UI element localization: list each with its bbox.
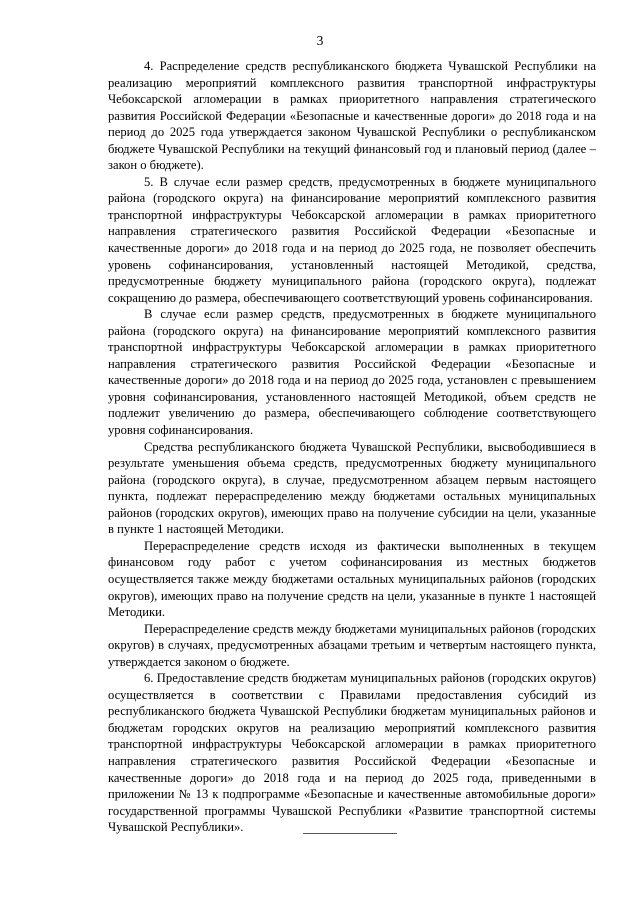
paragraph-4: 4. Распределение средств республиканского бюджета Чувашской Республики на реализацию мероприятий комплексного развития транспортной инфраструктуры Чебоксарской агломерации в рамках приоритетного направления стратегического развития Российской Федерации «Безопасные и качественные дороги» до 2018 года и на период до 2025 года утверждается законом Чувашской Республики о республиканском бюджете Чувашской Республики на текущий финансовый год и плановый период (далее – закон о бюджете).: [108, 59, 596, 173]
document-body: [108, 58, 596, 836]
paragraph-5: 5. В случае если размер средств, предусмотренных в бюджете муниципального района (городского округа) на финансирование мероприятий комплексного развития транспортной инфраструктуры Чебоксарской агломерации в рамках приоритетного направления стратегического развития Российской Федерации «Безопасные и качественные дороги» до 2018 года и на период до 2025 года, не позволяет обеспечить уровень софинансирования, установленный настоящей Методикой, средства, предусмотренные бюджету муниципального района (городского округа), подлежат сокращению до размера, обеспечивающего соответствующий уровень софинансирования.: [108, 174, 596, 305]
paragraph-5-4: Перераспределение средств исходя из фактически выполненных в текущем финансовом году работ с учетом софинансирования из местных бюджетов осуществляется также между бюджетами остальных муниципальных районов (городских округов), имеющих право на получение средств на цели, указанные в пункте 1 настоящей Методики.: [108, 538, 596, 620]
paragraph-5-5: Перераспределение средств между бюджетами муниципальных районов (городских округов) в случаях, предусмотренных абзацами третьим и четвертым настоящего пункта, утверждается законом о бюджете.: [108, 621, 596, 669]
paragraph-5-2: В случае если размер средств, предусмотренных в бюджете муниципального района (городского округа) на финансирование мероприятий комплексного развития транспортной инфраструктуры Чебоксарской агломерации в рамках приоритетного направления стратегического развития Российской Федерации «Безопасные и качественные дороги» до 2018 года и на период до 2025 года, установлен с превышением уровня софинансирования, установленного настоящей Методикой, объем средств не подлежит увеличению до размера, обеспечивающего соблюдение соответствующего уровня софинансирования.: [108, 307, 596, 438]
paragraph-5-3: Средства республиканского бюджета Чувашской Республики, высвободившиеся в результате уменьшения объема средств, предусмотренных бюджету муниципального района (городского округа), в случае, предусмотренном абзацем первым настоящего пункта, подлежат перераспределению между бюджетами остальных муниципальных районов (городских округов), имеющих право на получение субсидии на цели, указанные в пункте 1 настоящей Методики.: [108, 439, 596, 537]
page-number: 3: [316, 33, 324, 48]
paragraph-6: 6. Предоставление средств бюджетам муниципальных районов (городских округов) осуществляется в соответствии с Правилами предоставления субсидий из республиканского бюджета Чувашской Республики бюджетам муниципальных районов и бюджетам городских округов на реализацию мероприятий комплексного развития транспортной инфраструктуры Чебоксарской агломерации в рамках приоритетного направления стратегического развития Российской Федерации «Безопасные и качественные дороги» до 2018 года и на период до 2025 года, приведенными в приложении № 13 к подпрограмме «Безопасные и качественные автомобильные дороги» государственной программы Чувашской Республики «Развитие транспортной системы Чувашской Республики».: [108, 671, 596, 835]
end-separator-line: [303, 833, 397, 834]
